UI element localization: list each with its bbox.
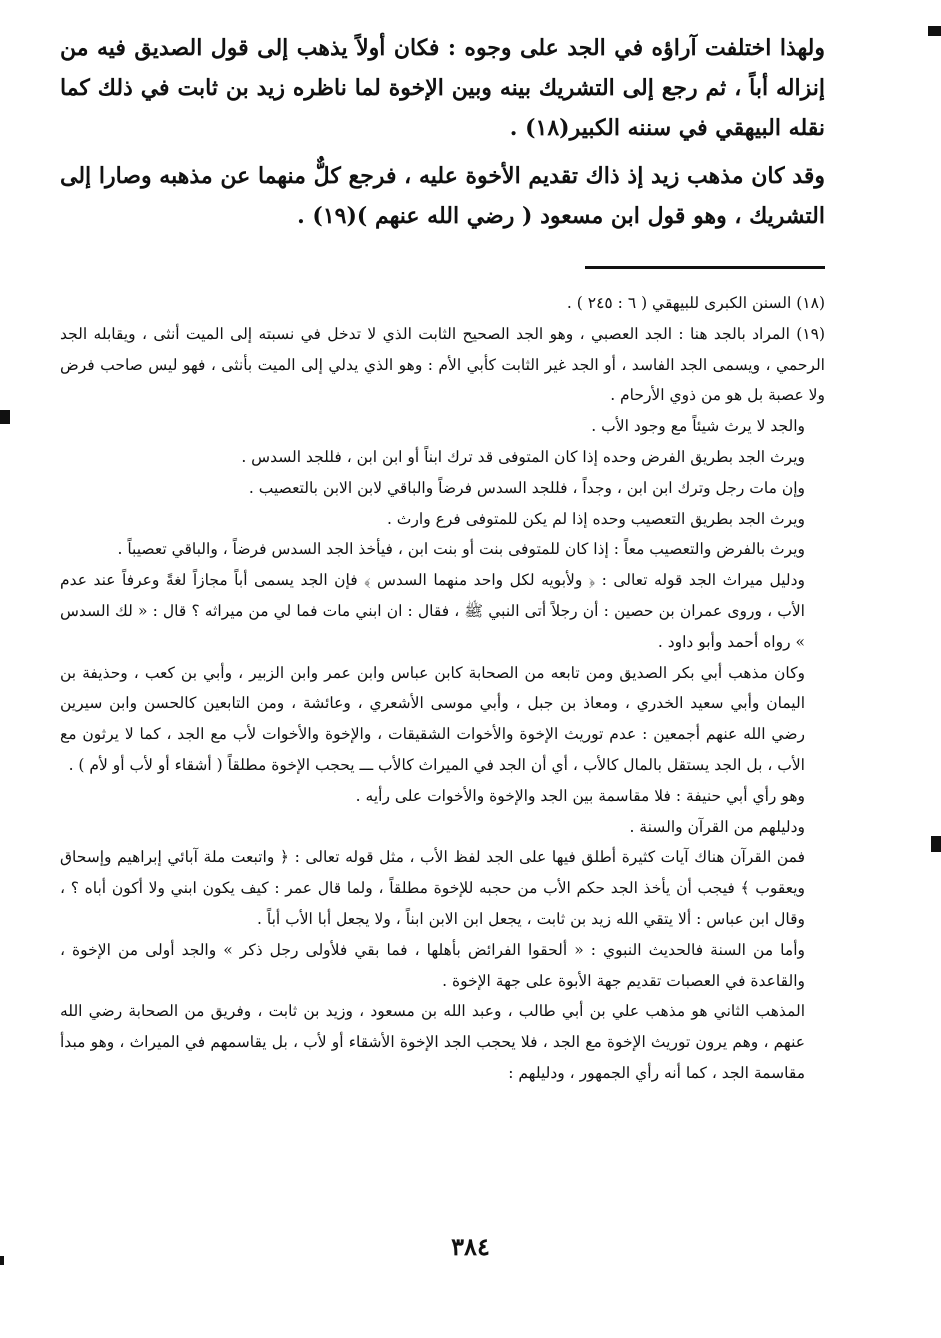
page-number: ٣٨٤ — [451, 1232, 490, 1261]
footnote-line: وكان مذهب أبي بكر الصديق ومن تابعه من الصحابة كابن عباس وابن عمر وابن الزبير ، وأبي بن كعب ، وحذيفة بن اليمان وأبي سعيد الخدري ، ومعاذ بن جبل ، وأبي موسى الأشعري ، وعائشة ، ومن التابعين كالحسن وابن سيرين رضي الله عنهم أجمعين : عدم توريث الإخوة والأخوات الشقيقات ، والإخوة والأخوات لأب مع الجد ، كما لا يرثون مع الأب ، بل الجد يستقل بالمال كالأب ، أي أن الجد في الميراث كالأب ـــ يحجب الإخوة مطلقاً ( أشقاء أو لأب أو لأم ) . — [60, 663, 805, 774]
main-paragraph-2: وقد كان مذهب زيد إذ ذاك تقديم الأخوة عليه ، فرجع كلٌّ منهما عن مذهبه وصارا إلى التشريك ، وهو قول ابن مسعود ( رضي الله عنهم )(١٩) . — [60, 163, 825, 229]
scan-mark-left — [0, 410, 10, 424]
footnote-line: ويرث بالفرض والتعصيب معاً : إذا كان للمتوفى بنت أو بنت ابن ، فيأخذ الجد السدس فرضاً ، والباقي تعصيباً . — [117, 540, 805, 559]
scan-mark-bottom-left — [0, 1256, 4, 1265]
footnotes — [60, 288, 825, 1089]
footnote-18: (١٨) السنن الكبرى للبيهقي ( ٦ : ٢٤٥ ) . — [566, 294, 825, 312]
footnote-separator — [585, 266, 825, 269]
scan-mark-right — [931, 836, 941, 852]
footnote-line: وإن مات رجل وترك ابن ابن ، وجداً ، فللجد السدس فرضاً والباقي لابن الابن بالتعصيب . — [248, 478, 805, 497]
footnote-line: وهو رأي أبي حنيفة : فلا مقاسمة بين الجد والإخوة والأخوات على رأيه . — [355, 786, 805, 805]
scan-mark-top-right — [928, 26, 941, 36]
main-paragraph-1: ولهذا اختلفت آراؤه في الجد على وجوه : فكان أولاً يذهب إلى قول الصديق فيه من إنزاله أباً ، ثم رجع إلى التشريك بينه وبين الإخوة لما ناظره زيد بن ثابت في ذلك كما نقله البيهقي في سننه الكبير(١٨) . — [60, 35, 825, 141]
footnote-19: (١٩) المراد بالجد هنا : الجد العصبي ، وهو الجد الصحيح الثابت الذي لا تدخل في نسبته إلى الميت أنثى ، ويقابله الجد الرحمي ، ويسمى الجد الفاسد ، أو الجد غير الثابت كأبي الأم : وهو الذي يدلي إلى الميت بأنثى ، فهو ليس صاحب فرض ولا عصبة بل هو من ذوي الأرحام . — [60, 324, 825, 405]
footnote-line: ودليلهم من القرآن والسنة . — [629, 817, 805, 836]
footnote-line: المذهب الثاني هو مذهب علي بن أبي طالب ، وعبد الله بن مسعود ، وزيد بن ثابت ، وفريق من الصحابة رضي الله عنهم ، وهم يرون توريث الإخوة مع الجد ، فلا يحجب الجد الإخوة الأشقاء أو لأب ، بل يقاسمهم في الميراث ، وهو مبدأ مقاسمة الجد ، كما أنه رأي الجمهور ، ودليلهم : — [60, 1002, 805, 1082]
main-text — [60, 28, 825, 236]
footnote-line: ودليل ميراث الجد قوله تعالى : ﴿ ولأبويه لكل واحد منهما السدس ﴾ فإن الجد يسمى أباً مجازاً لغةً وعرفاً عند عدم الأب ، وروى عمران بن حصين : أن رجلاً أتى النبي ﷺ ، فقال : ان ابني مات فما لي من ميراثه ؟ قال : « لك السدس » رواه أحمد وأبو داود . — [60, 571, 805, 651]
footnote-line: ويرث الجد بطريق الفرض وحده إذا كان المتوفى قد ترك ابناً أو ابن ابن ، فللجد السدس . — [241, 447, 805, 466]
footnote-line: ويرث الجد بطريق التعصيب وحده إذا لم يكن للمتوفى فرع وارث . — [386, 509, 805, 528]
footnote-line: وأما من السنة فالحديث النبوي : « ألحقوا الفرائض بأهلها ، فما بقي فلأولى رجل ذكر » والجد أولى من الإخوة ، والقاعدة في العصبات تقديم جهة الأبوة على جهة الإخوة . — [60, 940, 805, 990]
footnote-line: فمن القرآن هناك آيات كثيرة أطلق فيها على الجد لفظ الأب ، مثل قوله تعالى : ﴿ واتبعت ملة آبائي إبراهيم وإسحاق ويعقوب ﴾ فيجب أن يأخذ الجد حكم الأب من حجبه للإخوة مطلقاً ، ولما قال عمر : كيف يكون ابني ولا أكون أباه ؟ ، وقال ابن عباس : ألا يتقي الله زيد بن ثابت ، يجعل ابن الابن ابناً ، ولا يجعل أبا الأب أباً . — [60, 848, 805, 928]
footnote-line: والجد لا يرث شيئاً مع وجود الأب . — [591, 417, 805, 436]
